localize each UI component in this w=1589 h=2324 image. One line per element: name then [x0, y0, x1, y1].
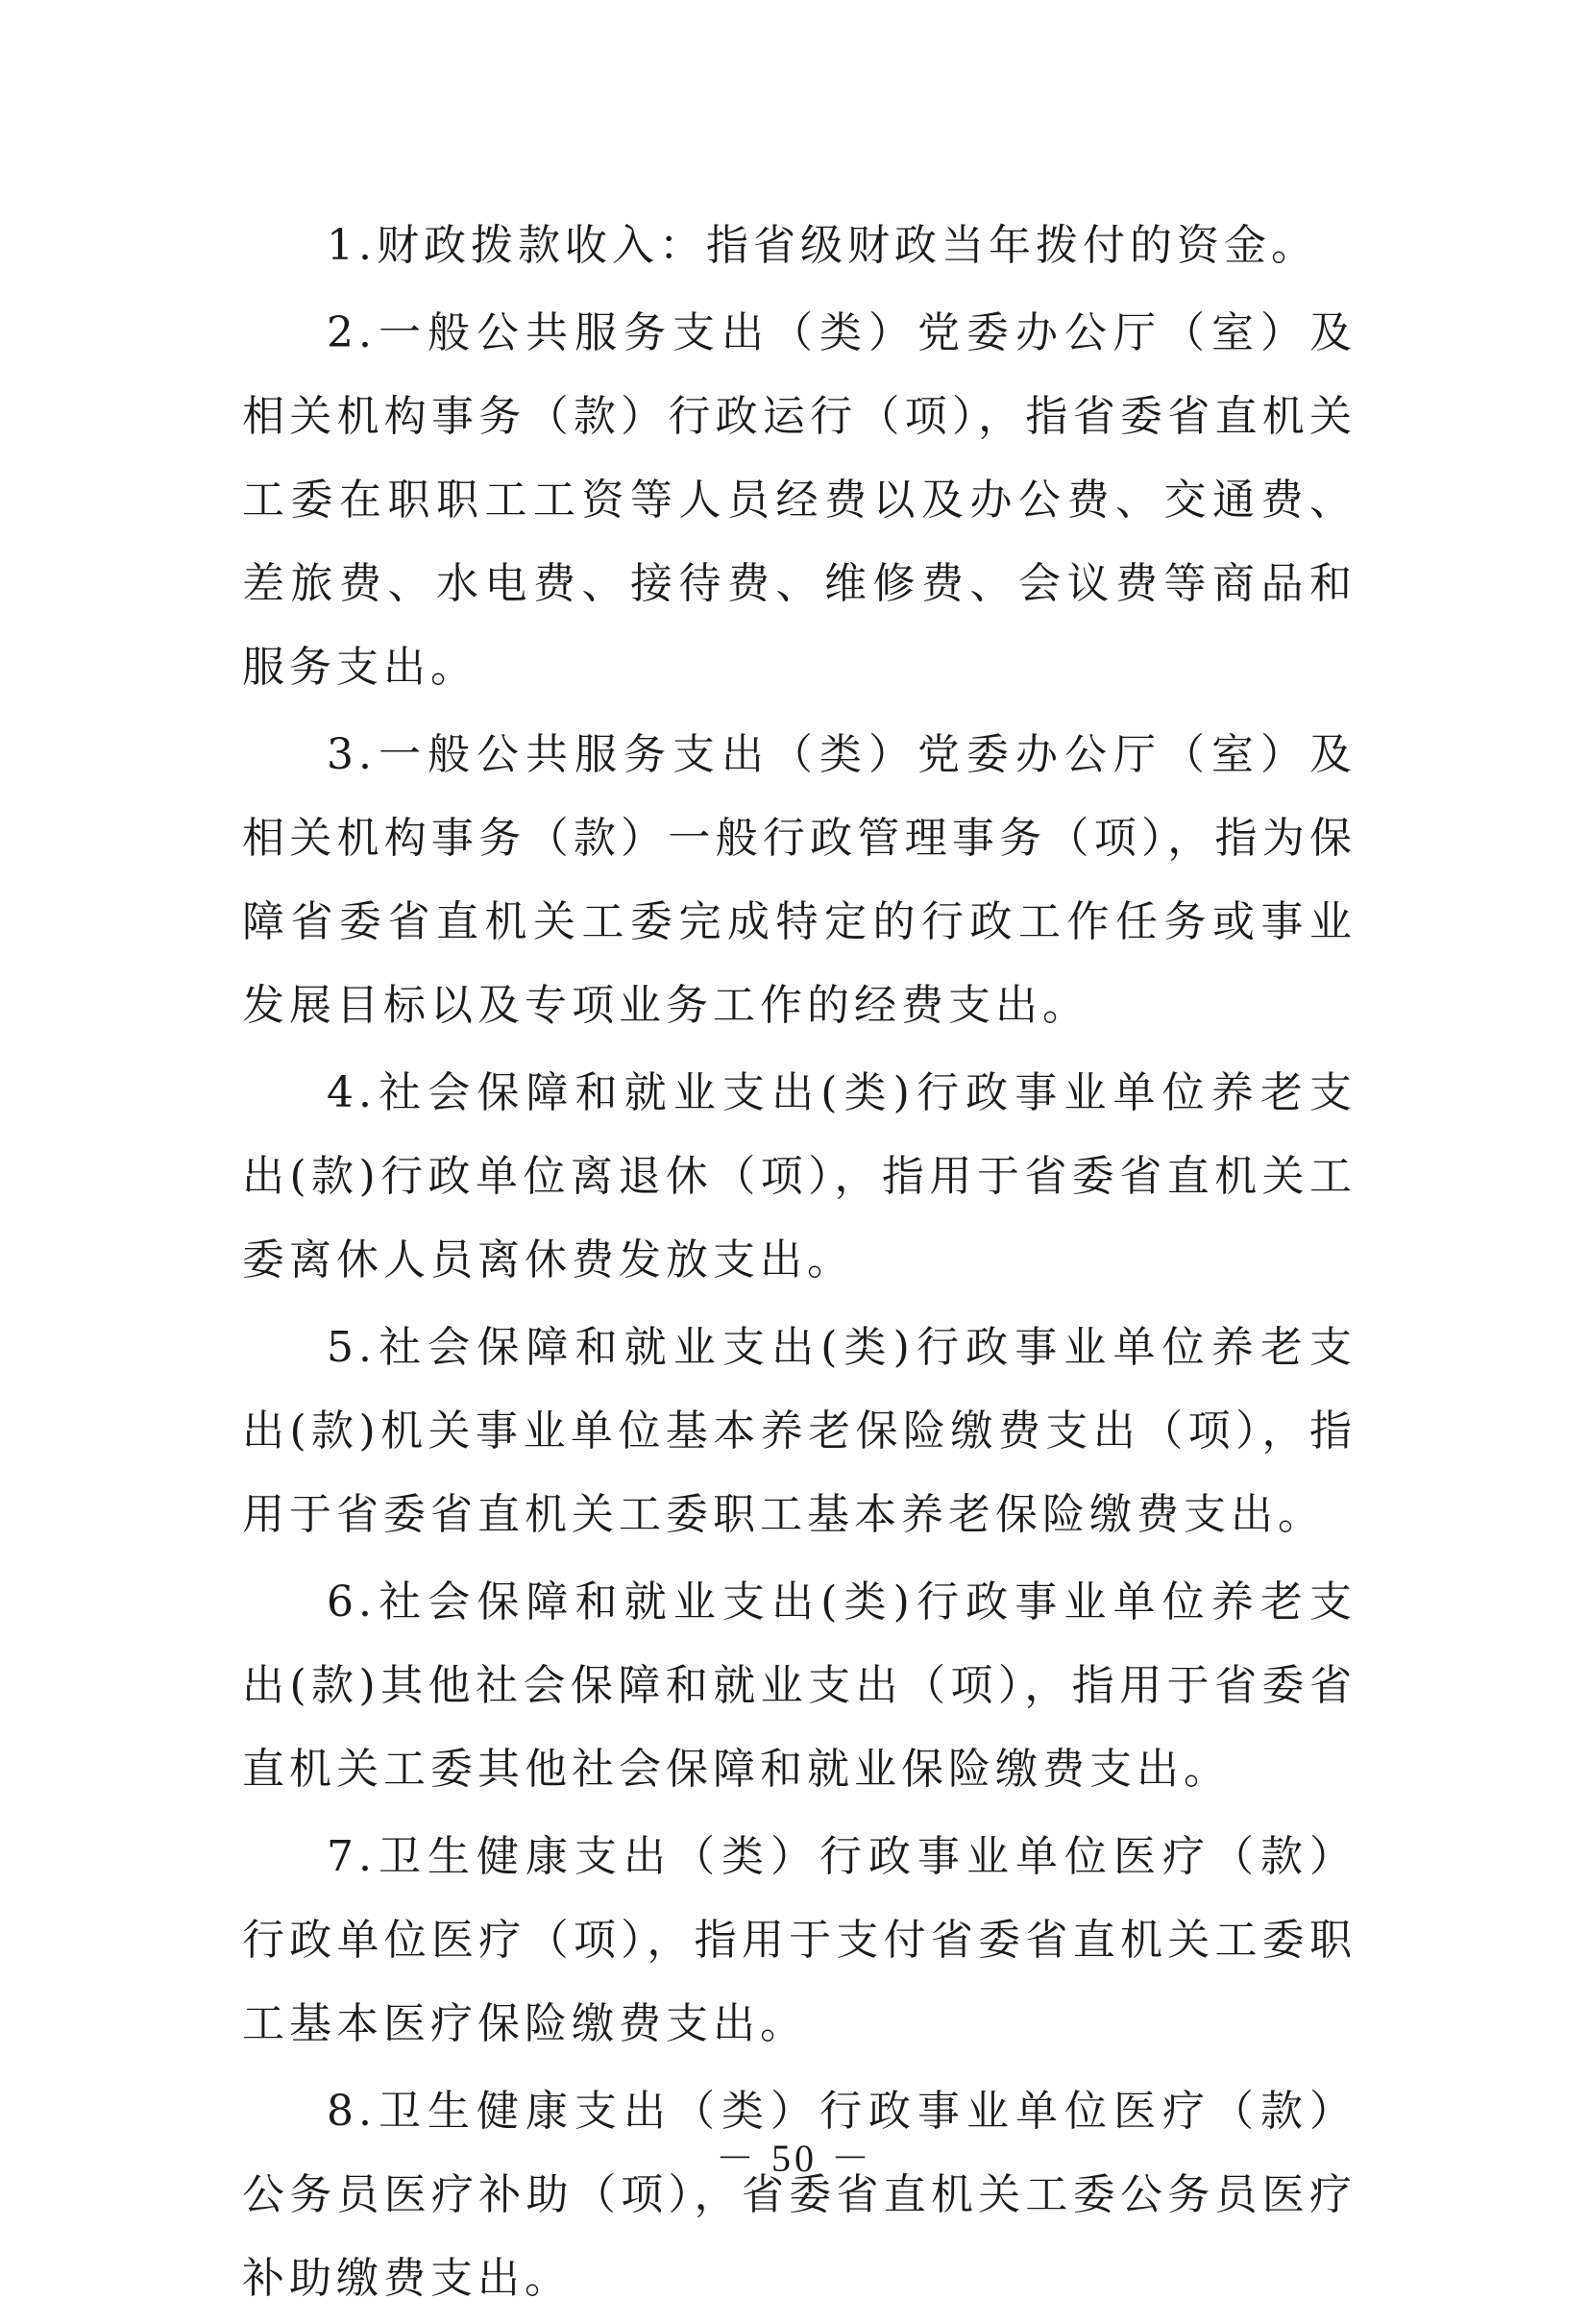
paragraph-4: 4.社会保障和就业支出(类)行政事业单位养老支出(款)行政单位离退休（项），指用于省委省直机关工委离休人员离休费发放支出。 [242, 1068, 1357, 1284]
paragraph-7: 7.卫生健康支出（类）行政事业单位医疗（款）行政单位医疗（项），指用于支付省委省直机关工委职工基本医疗保险缴费支出。 [242, 1832, 1357, 2048]
paragraph-1: 1.财政拨款收入：指省级财政当年拨付的资金。 [327, 221, 1318, 270]
paragraph-3: 3.一般公共服务支出（类）党委办公厅（室）及相关机构事务（款）一般行政管理事务（项），指为保障省委省直机关工委完成特定的行政工作任务或事业发展目标以及专项业务工作的经费支出。 [242, 730, 1357, 1030]
page-number: － 50 － [716, 2137, 873, 2180]
paragraph-6: 6.社会保障和就业支出(类)行政事业单位养老支出(款)其他社会保障和就业支出（项），指用于省委省直机关工委其他社会保障和就业保险缴费支出。 [242, 1578, 1357, 1794]
paragraph-2: 2.一般公共服务支出（类）党委办公厅（室）及相关机构事务（款）行政运行（项），指省委省直机关工委在职职工工资等人员经费以及办公费、交通费、差旅费、水电费、接待费、维修费、会议费等商品和服务支出。 [242, 308, 1357, 692]
document-body [242, 204, 1357, 2324]
paragraph-5: 5.社会保障和就业支出(类)行政事业单位养老支出(款)机关事业单位基本养老保险缴费支出（项），指用于省委省直机关工委职工基本养老保险缴费支出。 [242, 1323, 1357, 1539]
paragraph-8: 8.卫生健康支出（类）行政事业单位医疗（款）公务员医疗补助（项），省委省直机关工委公务员医疗补助缴费支出。 [242, 2087, 1357, 2303]
